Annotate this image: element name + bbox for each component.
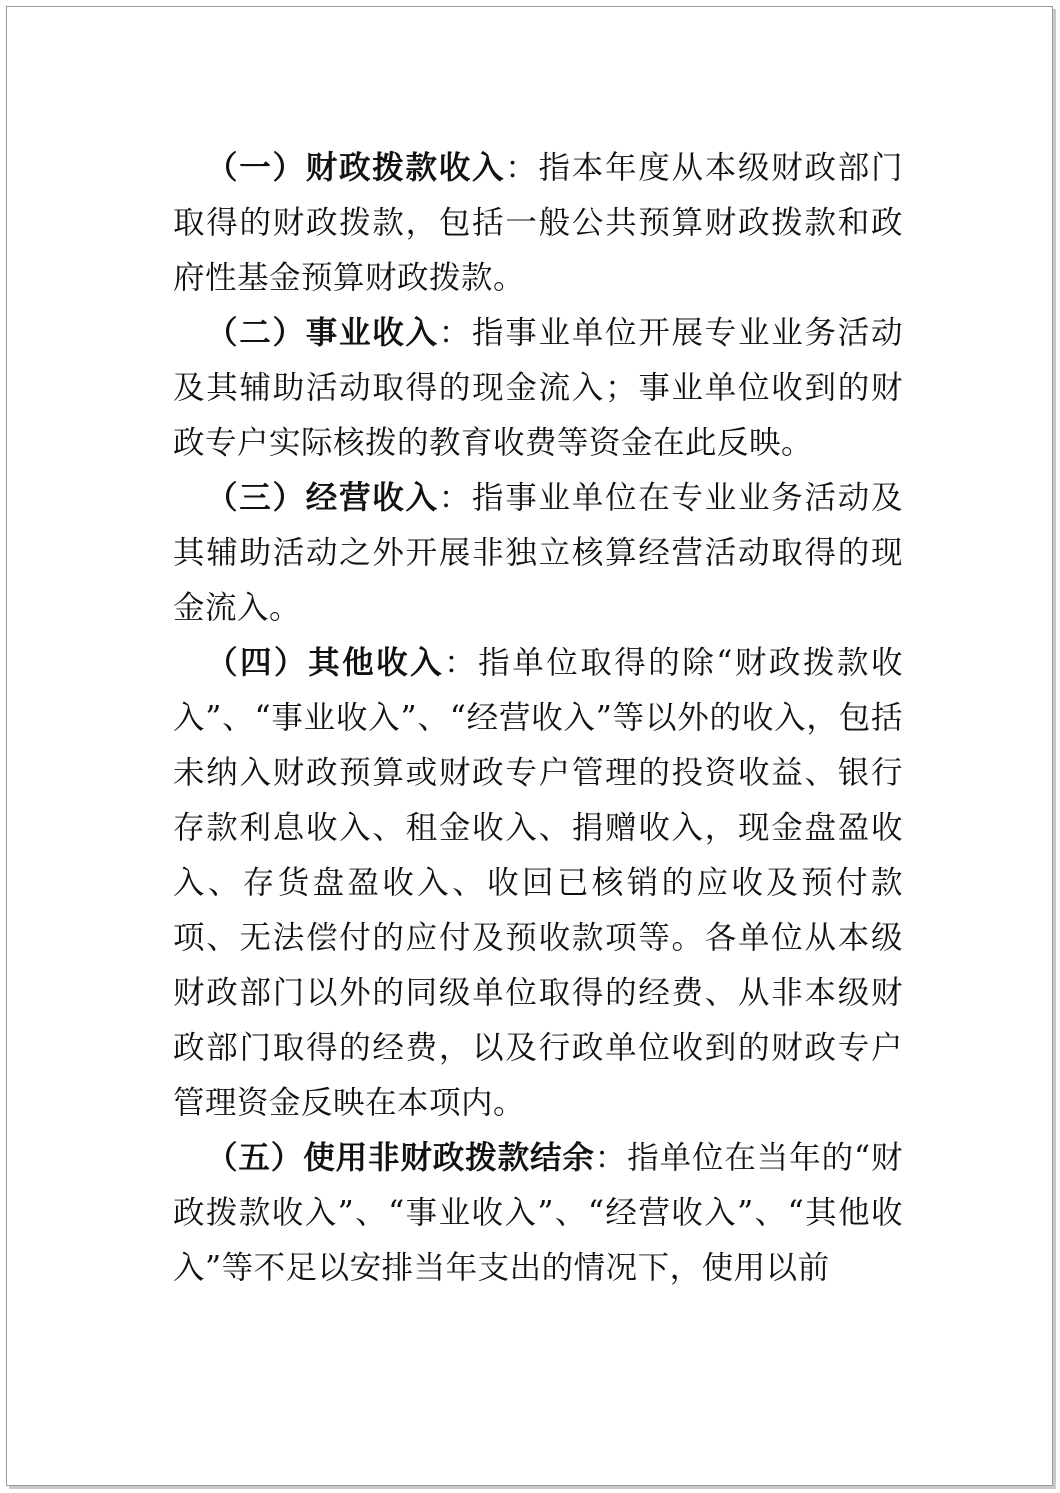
section-4-paragraph bbox=[173, 636, 903, 1131]
section-1-body: 指本年度从本级财政部门取得的财政拨款，包括一般公共预算财政拨款和政府性基金预算财政拨款。 bbox=[173, 150, 903, 296]
section-3-body: 指事业单位在专业业务活动及其辅助活动之外开展非独立核算经营活动取得的现金流入。 bbox=[173, 480, 903, 626]
section-4-colon: ： bbox=[444, 645, 479, 681]
section-1-term: 财政拨款收入 bbox=[305, 150, 506, 186]
section-4-body: 指单位取得的除“财政拨款收入”、“事业收入”、“经营收入”等以外的收入，包括未纳入财政预算或财政专户管理的投资收益、银行存款利息收入、租金收入、捐赠收入，现金盘盈收入、存货盘盈收入、收回已核销的应收及预付款项、无法偿付的应付及预收款项等。各单位从本级财政部门以外的同级单位取得的经费、从非本级财政部门取得的经费，以及行政单位收到的财政专户管理资金反映在本项内。 bbox=[173, 645, 903, 1121]
section-3-paragraph bbox=[173, 471, 903, 636]
section-5-marker: （五） bbox=[206, 1140, 304, 1176]
section-3-term: 经营收入 bbox=[305, 480, 439, 516]
section-5-paragraph bbox=[173, 1131, 903, 1296]
section-1-colon: ： bbox=[505, 150, 539, 186]
section-2-paragraph bbox=[173, 306, 903, 471]
section-5-term: 使用非财政拨款结余 bbox=[303, 1140, 595, 1176]
section-1-paragraph bbox=[173, 141, 903, 306]
section-3-colon: ： bbox=[438, 480, 472, 516]
section-5-colon: ： bbox=[594, 1140, 628, 1176]
section-2-colon: ： bbox=[438, 315, 472, 351]
section-4-marker: （四） bbox=[206, 645, 309, 681]
section-3-marker: （三） bbox=[206, 480, 306, 516]
section-4-term: 其他收入 bbox=[308, 645, 445, 681]
section-2-body: 指事业单位开展专业业务活动及其辅助活动取得的现金流入；事业单位收到的财政专户实际核拨的教育收费等资金在此反映。 bbox=[173, 315, 903, 461]
document-page bbox=[6, 6, 1053, 1486]
document-body bbox=[173, 141, 903, 1296]
section-2-marker: （二） bbox=[206, 315, 306, 351]
section-2-term: 事业收入 bbox=[305, 315, 439, 351]
section-1-marker: （一） bbox=[206, 150, 306, 186]
section-5-body: 指单位在当年的“财政拨款收入”、“事业收入”、“经营收入”、“其他收入”等不足以安排当年支出的情况下，使用以前 bbox=[173, 1140, 903, 1286]
